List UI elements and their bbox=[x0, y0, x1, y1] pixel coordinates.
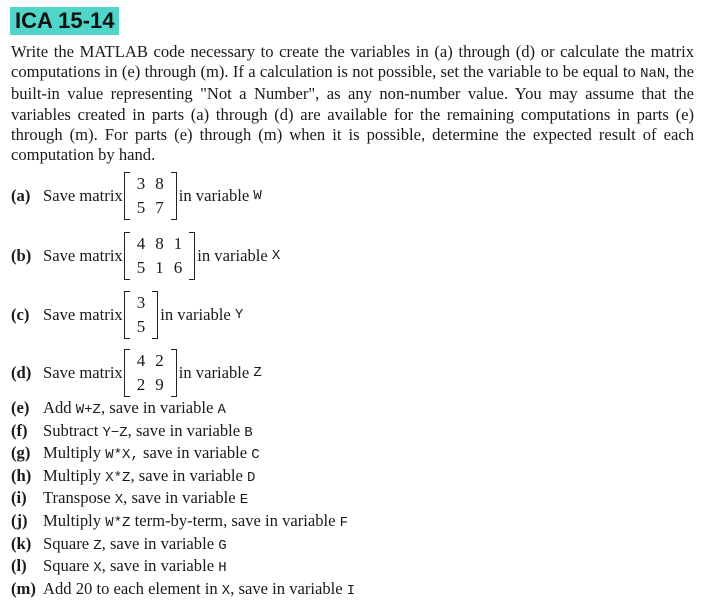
instructions-paragraph bbox=[11, 42, 694, 165]
part-label: (c) bbox=[11, 305, 30, 324]
part-label: (k) bbox=[11, 533, 32, 553]
part-text: , save in variable bbox=[101, 533, 219, 553]
expression: W+Z bbox=[75, 402, 101, 418]
variable-name: G bbox=[218, 537, 227, 554]
variable-name: E bbox=[239, 492, 249, 509]
variable-name: X bbox=[271, 248, 281, 264]
expression: W*X, bbox=[105, 447, 139, 464]
nan-code: NaN bbox=[640, 66, 666, 83]
matrix-cell: 9 bbox=[155, 375, 164, 394]
variable-name: B bbox=[244, 424, 253, 441]
matrix-cell: 4 bbox=[136, 234, 146, 253]
part-text: Subtract bbox=[43, 420, 103, 440]
part-after-text: in variable bbox=[197, 246, 268, 265]
part-g bbox=[11, 443, 355, 466]
page-title: ICA 15-14 bbox=[10, 7, 119, 35]
matrix-cell: 5 bbox=[136, 198, 146, 217]
matrix-y bbox=[124, 291, 159, 339]
part-text: Multiply bbox=[43, 443, 106, 463]
expression: Z bbox=[93, 537, 102, 554]
matrix-cell: 1 bbox=[155, 258, 164, 277]
part-label: (h) bbox=[11, 465, 32, 485]
part-text: Save matrix bbox=[43, 246, 123, 265]
part-text: Multiply bbox=[43, 510, 106, 530]
matrix-cell: 1 bbox=[173, 234, 183, 253]
part-e bbox=[11, 398, 355, 421]
expression: X bbox=[221, 582, 231, 599]
variable-name: Z bbox=[253, 365, 262, 381]
part-text: Save matrix bbox=[43, 363, 123, 382]
matrix-cell: 2 bbox=[136, 375, 146, 394]
matrix-cell: 5 bbox=[136, 258, 146, 277]
variable-name: D bbox=[247, 469, 256, 486]
part-text: , save in variable bbox=[230, 578, 347, 598]
part-l bbox=[11, 556, 355, 579]
part-text: Transpose bbox=[43, 488, 115, 508]
expression: Y−Z bbox=[102, 424, 128, 441]
part-label: (g) bbox=[11, 443, 31, 463]
matrix-cell: 3 bbox=[136, 174, 146, 193]
part-label: (a) bbox=[11, 186, 31, 205]
part-after-text: in variable bbox=[178, 363, 250, 382]
matrix-cell: 2 bbox=[155, 351, 164, 370]
matrix-cell: 4 bbox=[136, 351, 146, 370]
matrix-w bbox=[124, 172, 177, 220]
part-text: Square bbox=[43, 556, 94, 576]
part-label: (b) bbox=[11, 246, 32, 265]
part-label: (d) bbox=[11, 363, 32, 382]
part-text: , save in variable bbox=[127, 420, 245, 440]
variable-name: F bbox=[339, 514, 349, 531]
part-label: (f) bbox=[11, 420, 28, 440]
part-label: (e) bbox=[11, 398, 30, 417]
part-text: Multiply bbox=[43, 465, 106, 485]
expression: X*Z bbox=[105, 469, 131, 486]
part-h bbox=[11, 466, 355, 489]
matrix-cell: 6 bbox=[173, 258, 183, 277]
part-text: , save in variable bbox=[100, 398, 218, 417]
variable-name: Y bbox=[234, 307, 244, 323]
expression: X bbox=[93, 560, 102, 577]
part-text: term-by-term, save in variable bbox=[130, 510, 340, 530]
part-label: (l) bbox=[11, 556, 27, 576]
computation-parts-list bbox=[11, 398, 355, 601]
matrix-x bbox=[124, 232, 196, 280]
part-label: (m) bbox=[11, 578, 36, 598]
variable-name: H bbox=[218, 560, 227, 577]
part-label: (j) bbox=[11, 510, 28, 530]
variable-name: C bbox=[251, 447, 260, 464]
variable-name: W bbox=[253, 188, 262, 204]
instructions-text-1: Write the MATLAB code necessary to create the variables in (a) through (d) or calculate the matrix computations in (e) through (m). If a calculation is not possible, set the variable to be equal to bbox=[11, 42, 694, 82]
matrix-cell: 8 bbox=[155, 234, 164, 253]
matrix-cell: 3 bbox=[136, 293, 146, 312]
part-label: (i) bbox=[11, 488, 27, 508]
part-b-row bbox=[11, 232, 280, 280]
part-i bbox=[11, 488, 355, 511]
matrix-cell: 8 bbox=[155, 174, 164, 193]
part-text: Save matrix bbox=[43, 305, 123, 324]
part-k bbox=[11, 534, 355, 557]
matrix-cell: 5 bbox=[136, 317, 146, 336]
part-d-row bbox=[11, 349, 262, 397]
part-text: , save in variable bbox=[101, 556, 219, 576]
variable-name: I bbox=[346, 582, 356, 599]
part-a-row bbox=[11, 172, 262, 220]
part-text: Save matrix bbox=[43, 186, 123, 205]
part-text: , save in variable bbox=[123, 488, 240, 508]
part-text: Square bbox=[43, 533, 94, 553]
part-text: Add 20 to each element in bbox=[43, 578, 222, 598]
part-text: Add bbox=[43, 398, 76, 417]
part-text: save in variable bbox=[138, 443, 252, 463]
part-j bbox=[11, 511, 355, 534]
part-c-row bbox=[11, 291, 243, 339]
expression: X bbox=[114, 492, 124, 509]
part-after-text: in variable bbox=[178, 186, 250, 205]
part-f bbox=[11, 421, 355, 444]
instructions-text-2: , the built-in value representing "Not a Number", as any non-number value. You may assume that the variables created in parts (a) through (d) are available for the remaining computations in parts (e) through (m). For parts (e) through (m) when it is possible, determine the expected result of each computation by hand. bbox=[11, 62, 694, 165]
part-m bbox=[11, 579, 355, 602]
part-text: , save in variable bbox=[130, 465, 248, 485]
variable-name: A bbox=[217, 402, 226, 418]
matrix-cell: 7 bbox=[155, 198, 164, 217]
matrix-z bbox=[124, 349, 177, 397]
expression: W*Z bbox=[105, 514, 131, 531]
part-after-text: in variable bbox=[160, 305, 231, 324]
